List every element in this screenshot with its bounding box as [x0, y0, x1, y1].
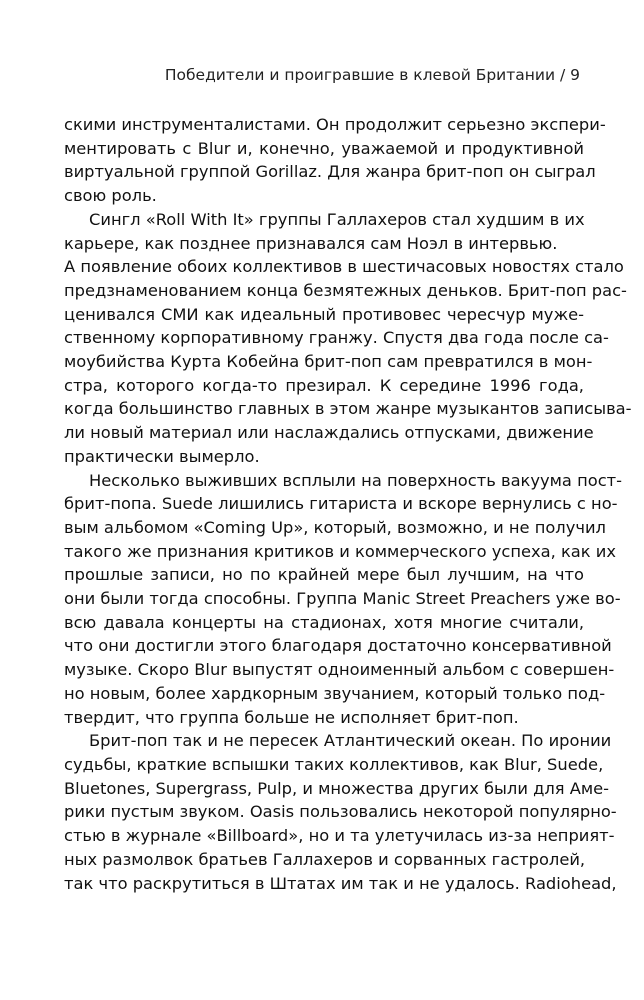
text-line: свою роль. — [64, 186, 157, 206]
text-line: судьбы, краткие вспышки таких коллективов, как Blur, Suede, — [64, 754, 604, 774]
text-line: что они достигли этого благодаря достаточно консервативной — [64, 636, 612, 656]
text-line: они были тогда способны. Группа Manic Street Preachers уже во- — [64, 589, 621, 609]
text-line: так что раскрутиться в Штатах им так и не удалось. Radiohead, — [64, 873, 617, 893]
text-line: Сингл «Roll With It» группы Галлахеров стал худшим в их — [89, 209, 585, 229]
running-header: Победители и проигравшие в клевой Британии / 9 — [164, 66, 580, 84]
text-line: ственному корпоративному гранжу. Спустя два года после са- — [64, 328, 609, 348]
paragraph-2 — [64, 208, 632, 469]
text-line: такого же признания критиков и коммерческого успеха, как их — [64, 541, 617, 561]
text-line: рики пустым звуком. Oasis пользовались некоторой популярно- — [64, 802, 617, 822]
text-line: виртуальной группой Gorillaz. Для жанра брит-поп он сыграл — [64, 162, 596, 182]
text-line: Несколько выживших всплыли на поверхность вакуума пост- — [89, 470, 623, 490]
text-line: всю давала концерты на стадионах, хотя многие считали, — [64, 612, 584, 632]
text-line: моубийства Курта Кобейна брит-поп сам превратился в мон- — [64, 352, 593, 372]
text-line: когда большинство главных в этом жанре музыкантов записыва- — [64, 399, 632, 419]
text-line: прошлые записи, но по крайней мере был лучшим, на что — [64, 565, 584, 585]
text-line: карьере, как позднее признавался сам Ноэл в интервью. — [64, 233, 558, 253]
text-line: музыке. Скоро Blur выпустят одноименный альбом с совершен- — [64, 660, 615, 680]
text-line: предзнаменованием конца безмятежных деньков. Брит-поп рас- — [64, 280, 627, 300]
text-line: но новым, более хардкорным звучанием, который только под- — [64, 683, 606, 703]
text-line: ли новый материал или наслаждались отпусками, движение — [64, 423, 594, 443]
text-line: стра, которого когда-то презирал. К середине 1996 года, — [64, 375, 584, 395]
text-line: ных размолвок братьев Галлахеров и сорванных гастролей, — [64, 849, 586, 869]
text-line: Брит-поп так и не пересек Атлантический океан. По иронии — [89, 731, 612, 751]
text-line: Bluetones, Supergrass, Pulp, и множества других были для Аме- — [64, 778, 610, 798]
text-line: скими инструменталистами. Он продолжит серьезно экспери- — [64, 115, 606, 134]
text-line: брит-попа. Suede лишились гитариста и вскоре вернулись с но- — [64, 494, 618, 514]
text-line: вым альбомом «Coming Up», который, возможно, и не получил — [64, 517, 606, 537]
text-line: твердит, что группа больше не исполняет брит-поп. — [64, 707, 519, 727]
text-line: стью в журнале «Billboard», но и та улетучилась из-за неприят- — [64, 826, 615, 846]
text-line: А появление обоих коллективов в шестичасовых новостях стало — [64, 257, 624, 277]
body-text — [64, 113, 632, 895]
text-line: ментировать с Blur и, конечно, уважаемой и продуктивной — [64, 138, 584, 158]
text-line: ценивался СМИ как идеальный противовес чересчур муже- — [64, 304, 584, 324]
paragraph-1 — [64, 113, 606, 208]
paragraph-3 — [64, 469, 623, 730]
text-line: практически вымерло. — [64, 446, 260, 466]
paragraph-4 — [64, 729, 617, 895]
